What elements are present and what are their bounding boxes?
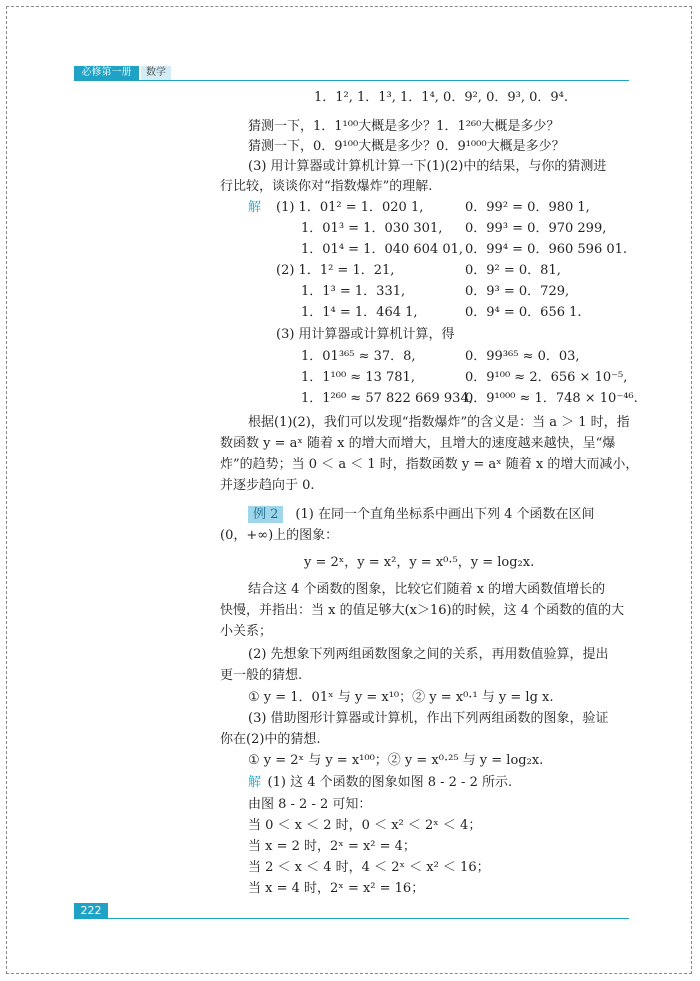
explosion-paragraph: 并逐步趋向于 0. [220, 478, 315, 493]
example-2-text: (1) 在同一个直角坐标系中画出下列 4 个函数在区间 [295, 507, 595, 522]
calc-row: 1．1¹⁰⁰ ≈ 13 781, [301, 370, 415, 385]
example-text: 小关系； [220, 624, 273, 639]
function-pair-1: ① y = 1．01ˣ 与 y = x¹⁰；② y = x⁰·¹ 与 y = lg x. [248, 690, 554, 705]
function-pair-2: ① y = 2ˣ 与 y = x¹⁰⁰；② y = x⁰·²⁵ 与 y = log₂x. [248, 753, 544, 768]
example-2-line-2: (0，+∞)上的图象： [220, 528, 339, 543]
solution-text: 当 0 ＜ x ＜ 2 时，0 ＜ x² ＜ 2ˣ ＜ 4； [248, 818, 482, 833]
example-text: 更一般的猜想. [220, 668, 303, 683]
powers-list: 1．1², 1．1³, 1．1⁴, 0．9², 0．9³, 0．9⁴. [314, 90, 568, 105]
calc-row: (2) 1．1² = 1．21, [276, 263, 395, 278]
example-text: (2) 先想象下列两组函数图象之间的关系，再用数值验算，提出 [248, 647, 609, 662]
example-text: 快慢，并指出：当 x 的值足够大(x＞16)的时候，这 4 个函数的值的大 [220, 603, 625, 618]
solution-2-text: (1) 这 4 个函数的图象如图 8 - 2 - 2 所示. [267, 775, 513, 790]
calc-row: 0．9² = 0．81, [465, 263, 561, 278]
calc-row: 0．99³⁶⁵ ≈ 0．03, [465, 349, 580, 364]
example-text: 结合这 4 个函数的图象，比较它们随着 x 的增大函数值增长的 [248, 582, 606, 597]
example-text: 你在(2)中的猜想. [220, 732, 321, 747]
header-rule [74, 80, 629, 81]
footer-rule [108, 918, 629, 919]
calc-row: 1．1²⁶⁰ ≈ 57 822 669 934, [301, 391, 473, 406]
example-2-line-1 [248, 505, 595, 525]
calc-row: 1．01⁴ = 1．040 604 01, [301, 242, 464, 257]
calc-row: 1．1³ = 1．331, [301, 284, 406, 299]
calc-row: 1．1⁴ = 1．464 1, [301, 305, 418, 320]
calc-row: 1．01³ = 1．030 301, [301, 221, 443, 236]
solution-text: 当 x = 4 时，2ˣ = x² = 16； [248, 881, 425, 896]
solution-label: 解 [248, 775, 262, 790]
solution-2-line [248, 773, 512, 793]
calc-row: (1) 1．01² = 1．020 1, [276, 200, 424, 215]
calc-row: 0．99² = 0．980 1, [465, 200, 590, 215]
explosion-paragraph: 数函数 y = aˣ 随着 x 的增大而增大，且增大的速度越来越快，呈“爆 [220, 436, 616, 451]
calc-row: 0．9⁴ = 0．656 1. [465, 305, 582, 320]
calc-row: 0．9¹⁰⁰⁰ ≈ 1．748 × 10⁻⁴⁶. [465, 391, 638, 406]
calc-row: 1．01³⁶⁵ ≈ 37．8, [301, 349, 416, 364]
calc-row: 0．99³ = 0．970 299, [465, 221, 607, 236]
calc-intro: (3) 用计算器或计算机计算，得 [276, 327, 455, 342]
guess-line-1: 猜测一下，1．1¹⁰⁰大概是多少？1．1²⁶⁰大概是多少？ [248, 119, 560, 134]
calc-row: 0．9³ = 0．729, [465, 284, 570, 299]
guess-line-2: 猜测一下，0．9¹⁰⁰大概是多少？0．9¹⁰⁰⁰大概是多少？ [248, 139, 565, 154]
calc-row: 0．99⁴ = 0．960 596 01. [465, 242, 628, 257]
question-3-line-2: 行比较，谈谈你对“指数爆炸”的理解. [220, 179, 433, 194]
solution-text: 当 2 ＜ x ＜ 4 时，4 ＜ 2ˣ ＜ x² ＜ 16； [248, 860, 490, 875]
explosion-paragraph: 炸”的趋势；当 0 ＜ a ＜ 1 时，指数函数 y = aˣ 随着 x 的增大而减小， [220, 457, 639, 472]
solution-text: 当 x = 2 时，2ˣ = x² = 4； [248, 839, 416, 854]
explosion-paragraph: 根据(1)(2)，我们可以发现“指数爆炸”的含义是：当 a ＞ 1 时，指 [248, 415, 630, 430]
solution-label: 解 [248, 200, 262, 215]
subject-tag: 数学 [141, 66, 171, 80]
calc-row: 0．9¹⁰⁰ ≈ 2．656 × 10⁻⁵, [465, 370, 628, 385]
question-3-line-1: (3) 用计算器或计算机计算一下(1)(2)中的结果，与你的猜测进 [248, 159, 607, 174]
solution-text: 由图 8 - 2 - 2 可知： [248, 797, 372, 812]
page-number: 222 [74, 903, 108, 919]
example-text: (3) 借助图形计算器或计算机，作出下列两组函数的图象，验证 [248, 711, 609, 726]
function-list: y = 2ˣ，y = x²，y = x⁰·⁵，y = log₂x. [304, 555, 535, 570]
example-badge: 例 2 [248, 506, 283, 523]
book-title-tag: 必修第一册 [74, 66, 139, 80]
